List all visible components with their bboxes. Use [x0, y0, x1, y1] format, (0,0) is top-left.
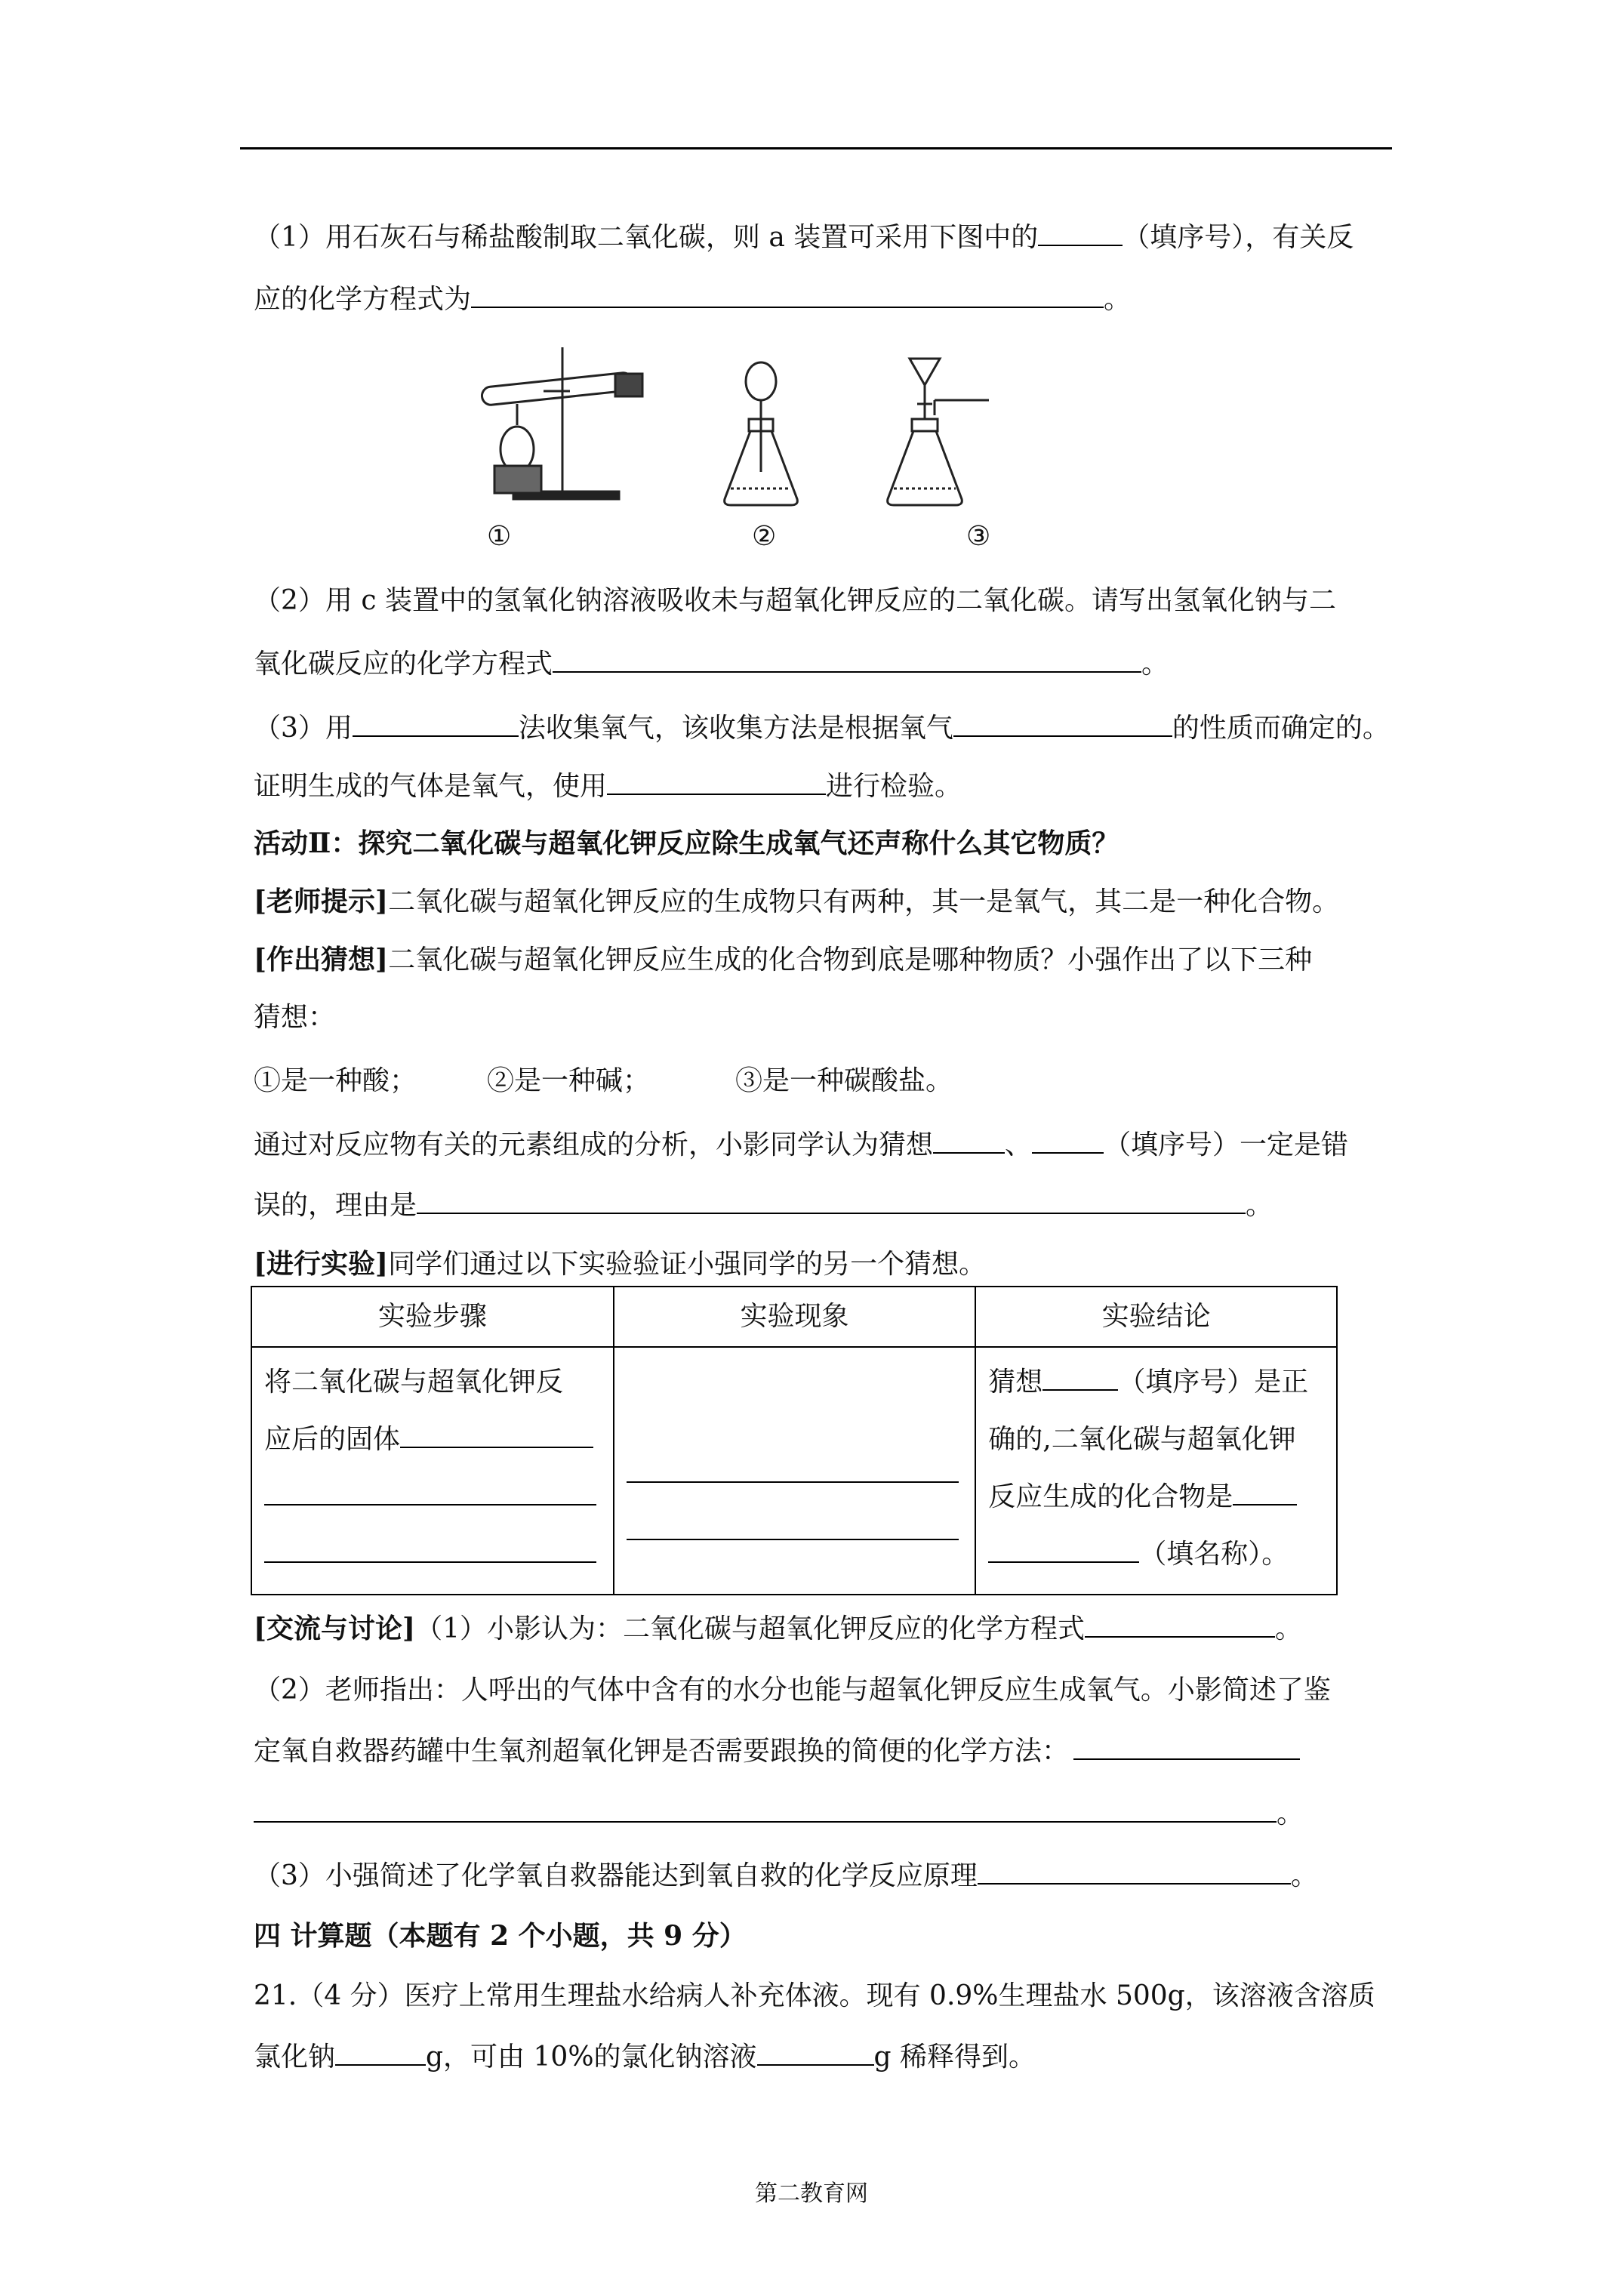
option-3: ③是一种碳酸盐。	[735, 1065, 953, 1096]
answer-blank[interactable]	[264, 1536, 596, 1563]
experiment-table	[251, 1286, 1338, 1595]
guess-line1: [作出猜想]二氧化碳与超氧化钾反应生成的化合物到底是哪种物质？小强作出了以下三种	[254, 944, 1313, 975]
answer-blank[interactable]	[553, 646, 1141, 673]
answer-blank[interactable]	[627, 1456, 959, 1483]
activity2-title: 活动Ⅱ：探究二氧化碳与超氧化钾反应除生成氧气还声称什么其它物质？	[254, 827, 1119, 859]
q2-line1: （2）用 c 装置中的氢氧化钠溶液吸收未与超氧化钾反应的二氧化碳。请写出氢氧化钠与二	[254, 585, 1336, 616]
answer-blank[interactable]	[1042, 1364, 1118, 1391]
discussion-p2-line2: 定氧自救器药罐中生氧剂超氧化钾是否需要跟换的简便的化学方法：	[254, 1733, 1300, 1770]
header-steps: 实验步骤	[251, 1287, 614, 1347]
q21-line1: 21.（4 分）医疗上常用生理盐水给病人补充体液。现有 0.9%生理盐水 500g，该溶液含溶质	[254, 1980, 1375, 2011]
answer-blank[interactable]	[978, 1857, 1291, 1885]
header-phenomena: 实验现象	[614, 1287, 976, 1347]
table-row	[251, 1347, 1337, 1595]
header-conclusion: 实验结论	[975, 1287, 1337, 1347]
page-footer: 第二教育网	[755, 2180, 868, 2207]
teacher-hint: [老师提示]二氧化碳与超氧化钾反应的生成物只有两种，其一是氧气，其二是一种化合物。	[254, 886, 1340, 917]
answer-blank[interactable]	[933, 1126, 1005, 1154]
answer-blank[interactable]	[264, 1478, 596, 1505]
answer-blank[interactable]	[627, 1513, 959, 1540]
conclusion-cell: 猜想 （填序号）是正 确的,二氧化碳与超氧化钾 反应生成的化合物是 （填名称）。	[975, 1347, 1337, 1595]
separatory-flask-apparatus-icon	[888, 359, 989, 505]
answer-blank[interactable]	[1073, 1733, 1300, 1760]
table-header-row	[251, 1287, 1337, 1347]
answer-blank[interactable]	[757, 2039, 874, 2066]
answer-blank[interactable]	[254, 1795, 1277, 1823]
answer-blank[interactable]	[1233, 1478, 1297, 1505]
figure-label-1: ①	[487, 521, 512, 552]
answer-blank[interactable]	[335, 2039, 426, 2066]
discussion-p2-line1: （2）老师指出：人呼出的气体中含有的水分也能与超氧化钾反应生成氧气。小影简述了鉴	[254, 1675, 1331, 1706]
discussion-p2-line3: 。	[254, 1795, 1304, 1832]
discussion-p3: （3）小强简述了化学氧自救器能达到氧自救的化学反应原理 。	[254, 1857, 1318, 1894]
answer-blank[interactable]	[417, 1187, 1246, 1214]
q1-line2: 应的化学方程式为 。	[254, 281, 1131, 318]
steps-cell: 将二氧化碳与超氧化钾反 应后的固体	[251, 1347, 614, 1595]
q2-line2: 氧化碳反应的化学方程式 。	[254, 646, 1169, 683]
phenomena-cell	[614, 1347, 976, 1595]
q3-line2: 证明生成的气体是氧气，使用 进行检验。	[254, 768, 962, 805]
guess-options	[254, 1063, 953, 1099]
flask-funnel-apparatus-icon	[725, 362, 798, 505]
figure-label-3: ③	[966, 521, 991, 552]
heating-apparatus-icon	[481, 347, 642, 499]
discussion-p1: [交流与讨论]（1）小影认为：二氧化碳与超氧化钾反应的化学方程式 。	[254, 1610, 1302, 1647]
apparatus-figure	[468, 344, 1042, 532]
answer-blank[interactable]	[607, 768, 826, 795]
guess-line2: 猜想：	[254, 1002, 336, 1033]
analysis-line1: 通过对反应物有关的元素组成的分析，小影同学认为猜想 、 （填序号）一定是错	[254, 1126, 1348, 1163]
section4-title: 四 计算题（本题有 2 个小题，共 9 分）	[254, 1920, 747, 1952]
option-1: ①是一种酸；	[254, 1065, 417, 1096]
analysis-line2: 误的，理由是 。	[254, 1187, 1273, 1224]
answer-blank[interactable]	[988, 1536, 1139, 1563]
figure-label-2: ②	[752, 521, 777, 552]
answer-blank[interactable]	[353, 710, 519, 737]
answer-blank[interactable]	[1085, 1610, 1275, 1638]
answer-blank[interactable]	[400, 1421, 593, 1448]
answer-blank[interactable]	[1038, 219, 1123, 246]
option-2: ②是一种碱；	[487, 1065, 651, 1096]
q21-line2: 氯化钠 g，可由 10%的氯化钠溶液 g 稀释得到。	[254, 2039, 1036, 2076]
q3-line1: （3）用 法收集氧气，该收集方法是根据氧气 的性质而确定的。	[254, 710, 1390, 747]
experiment-intro: [进行实验]同学们通过以下实验验证小强同学的另一个猜想。	[254, 1248, 987, 1280]
answer-blank[interactable]	[953, 710, 1172, 737]
answer-blank[interactable]	[1032, 1126, 1104, 1154]
header-rule	[240, 147, 1392, 149]
q1-line1: （1）用石灰石与稀盐酸制取二氧化碳，则 a 装置可采用下图中的 （填序号），有关反	[254, 219, 1354, 256]
answer-blank[interactable]	[471, 281, 1104, 308]
